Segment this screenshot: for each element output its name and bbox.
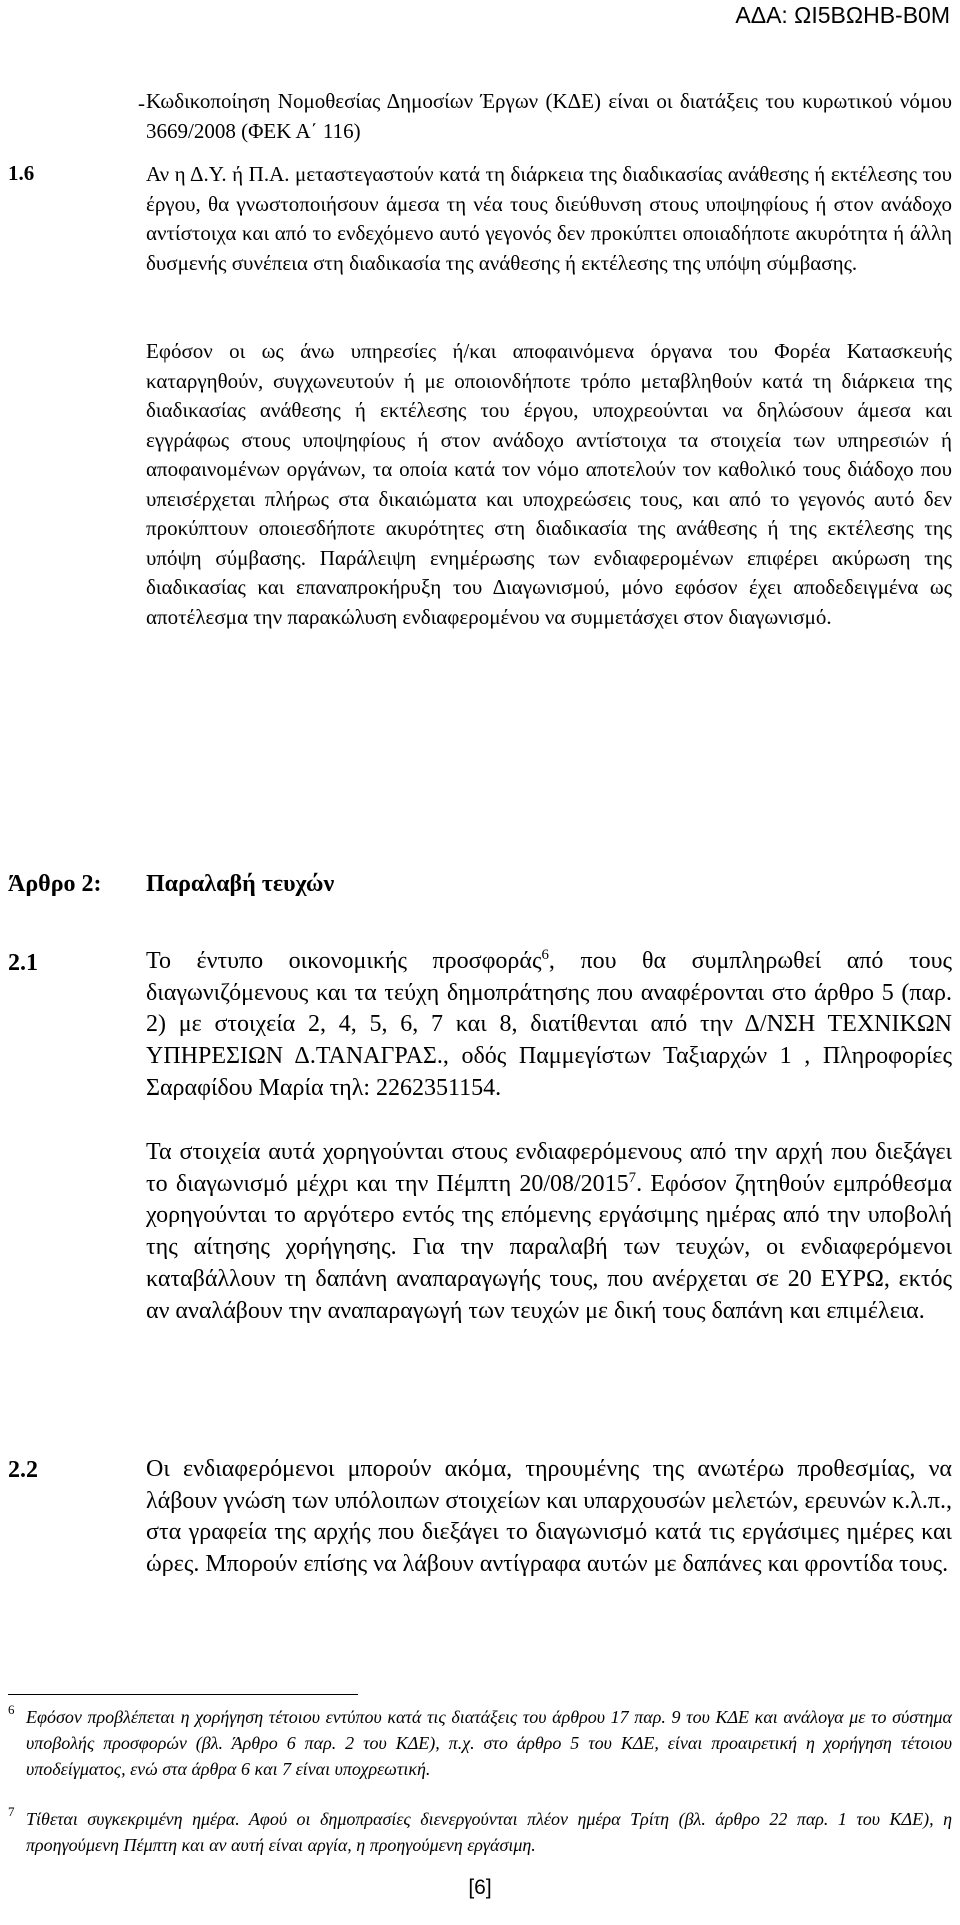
section-number-1-6: 1.6 <box>8 161 35 185</box>
section-2-2-paragraph: Οι ενδιαφερόμενοι μπορούν ακόμα, τηρουμένης της ανωτέρω προθεσμίας, να λάβουν γνώση των υπόλοιπων στοιχείων και υπαρχουσών μελετών, ερευνών κ.λ.π., στα γραφεία της αρχής που διεξάγει το διαγωνισμό κατά τις εργάσιμες ημέρες και ώρες. Μπορούν επίσης να λάβουν αντίγραφα αυτών με δαπάνες και φροντίδα τους. <box>146 1456 952 1578</box>
section-1-6-paragraph-1: Αν η Δ.Υ. ή Π.Α. μεταστεγαστούν κατά τη διάρκεια της διαδικασίας ανάθεσης ή εκτέλεσης του έργου, θα γνωστοποιήσουν άμεσα τη νέα τους διεύθυνση στους υποψηφίους ή στον ανάδοχο αντίστοιχα και από το ενδεχόμενο αυτό γεγονός δεν προκύπτει οποιαδήποτε ακυρότητα ή άλλη δυσμενής συνέπεια στη διαδικασία της ανάθεσης ή εκτέλεσης της υπόψη σύμβασης. <box>146 162 952 275</box>
section-2-1-text-a: Το έντυπο οικονομικής προσφοράς <box>146 948 542 974</box>
intro-paragraph: Κωδικοποίηση Νομοθεσίας Δημοσίων Έργων (ΚΔΕ) είναι οι διατάξεις του κυρωτικού νόμου 3669/2008 (ΦΕΚ Α΄ 116) <box>146 89 952 143</box>
ada-code: ΑΔΑ: ΩΙ5ΒΩΗΒ-Β0Μ <box>735 2 950 28</box>
section-number-2-2: 2.2 <box>8 1457 38 1483</box>
footnote-mark-7: 7 <box>8 1804 15 1819</box>
footnote-mark-6: 6 <box>8 1702 15 1717</box>
section-2-1-text-c: Τα στοιχεία αυτά χορηγούνται στους ενδιαφερόμενους από την αρχή που διεξάγει το διαγωνισμό μέχρι και την Πέμπτη 20/08/2015 <box>146 1139 952 1197</box>
section-2-1-paragraph-2 <box>146 1137 952 1327</box>
article-label: Άρθρο 2: <box>8 871 102 897</box>
section-2-1-text-b: , που θα συμπληρωθεί από τους διαγωνιζόμενους και τα τεύχη δημοπράτησης που αναφέρονται στο άρθρο 5 (παρ. 2) με στοιχεία 2, 4, 5, 6, 7 και 8, διατίθενται από την Δ/ΝΣΗ ΤΕΧΝΙΚΩΝ ΥΠΗΡΕΣΙΩΝ Δ.ΤΑΝΑΓΡΑΣ., οδός Παμμεγίστων Ταξιαρχών 1 , Πληροφορίες Σαραφίδου Μαρία τηλ: 2262351154. <box>146 948 952 1101</box>
footnote-ref-7: 7 <box>628 1169 637 1186</box>
footnote-6-text: Εφόσον προβλέπεται η χορήγηση τέτοιου εντύπου κατά τις διατάξεις του άρθρου 17 παρ. 9 του ΚΔΕ και ανάλογα με το σύστημα υποβολής προσφορών (βλ. Άρθρο 6 παρ. 2 του ΚΔΕ), π.χ. στο άρθρο 5 του ΚΔΕ, είναι προαιρετική η χορήγηση τέτοιου υποδείγματος, ενώ στα άρθρα 6 και 7 είναι υποχρεωτική. <box>26 1707 952 1779</box>
article-heading <box>8 871 335 898</box>
footnote-7-text: Τίθεται συγκεκριμένη ημέρα. Αφού οι δημοπρασίες διενεργούνται πλέον ημέρα Τρίτη (βλ. άρθρο 22 παρ. 1 του ΚΔΕ), η προηγούμενη Πέμπτη και αν αυτή είναι αργία, η προηγούμενη εργάσιμη. <box>26 1809 952 1855</box>
footnote-separator <box>8 1694 358 1695</box>
page-number: [6] <box>468 1876 492 1899</box>
section-2-1-text-d: . Εφόσον ζητηθούν εμπρόθεσμα χορηγούνται το αργότερο εντός της επόμενης εργάσιμης ημέρας από την υποβολή της αίτησης χορήγησης. Για την παραλαβή των τευχών, οι ενδιαφερόμενοι καταβάλλουν τη δαπάνη αναπαραγωγής τους, που ανέρχεται σε 20 ΕΥΡΩ, εκτός αν αναλάβουν την αναπαραγωγή των τευχών με δική τους δαπάνη και επιμέλεια. <box>146 1170 952 1324</box>
section-2-1-paragraph-1 <box>146 946 952 1105</box>
section-1-6-paragraph-2: Εφόσον οι ως άνω υπηρεσίες ή/και αποφαινόμενα όργανα του Φορέα Κατασκευής καταργηθούν, συγχωνευτούν ή με οποιονδήποτε τρόπο μεταβληθούν κατά τη διάρκεια της διαδικασίας ανάθεσης ή εκτέλεσης του έργου, υποχρεούνται να δηλώσουν άμεσα και εγγράφως στους υποψηφίους ή στον ανάδοχο αντίστοιχα τα στοιχεία των υπηρεσιών ή αποφαινομένων οργάνων, τα οποία κατά τον νόμο αποτελούν τον καθολικό τους διάδοχο που υπεισέρχεται πλήρως στα δικαιώματα και υποχρεώσεις τους, και από το γεγονός αυτό δεν προκύπτουν οποιεσδήποτε ακυρότητες στη διαδικασία της ανάθεσης ή της εκτέλεσης της υπόψη σύμβασης. Παράλειψη ενημέρωσης των ενδιαφερομένων επιφέρει ακύρωση της διαδικασίας και επαναπροκήρυξη του Διαγωνισμού, μόνο εφόσον έχει αποδεδειγμένα ως αποτέλεσμα την παρακώλυση ενδιαφερομένου να συμμετάσχει στον διαγωνισμό. <box>146 339 952 629</box>
dash-bullet: - <box>138 91 145 115</box>
article-title: Παραλαβή τευχών <box>146 871 335 897</box>
section-number-2-1: 2.1 <box>8 950 38 976</box>
footnote-ref-6: 6 <box>541 947 549 963</box>
